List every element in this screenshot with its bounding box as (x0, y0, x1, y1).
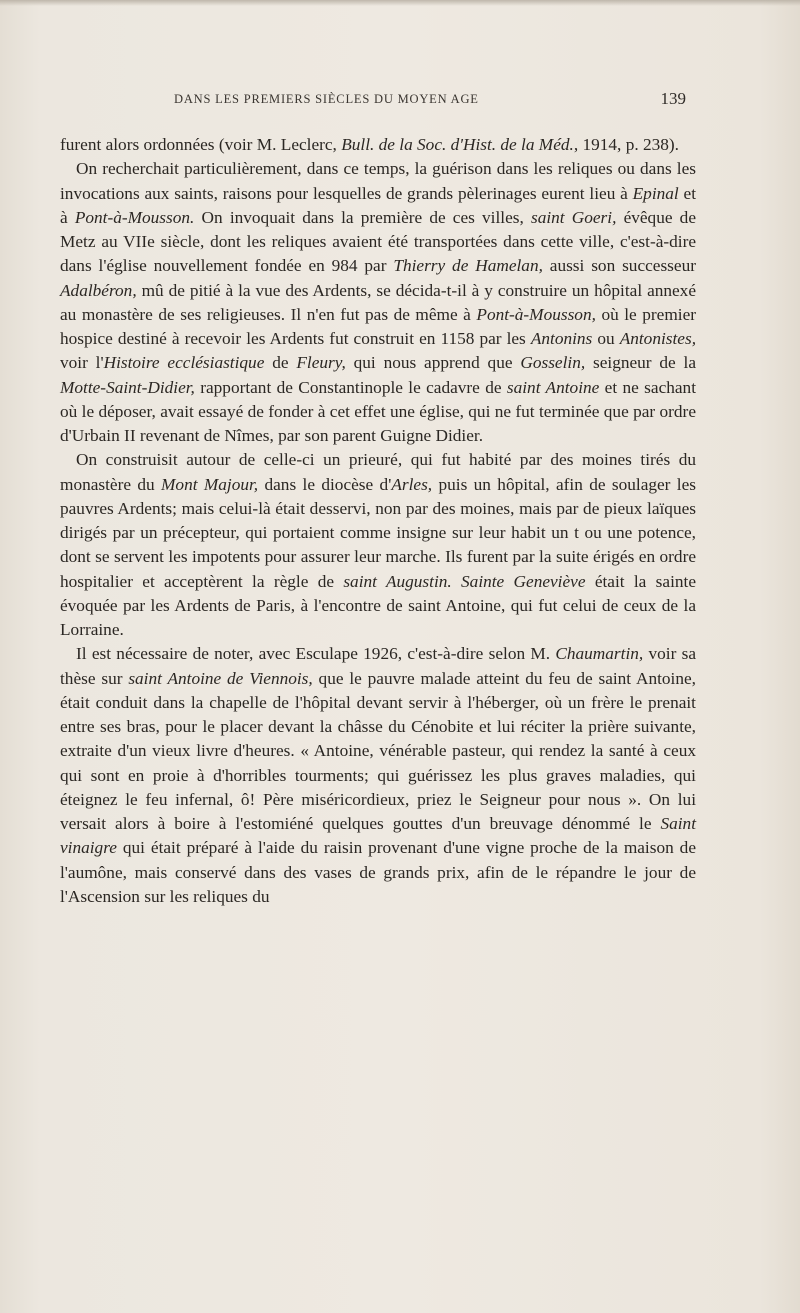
text-run: rapportant de Constantinople le cadavre de (194, 377, 507, 397)
paragraph (60, 157, 696, 448)
italic-text: Antonistes, (619, 329, 697, 348)
italic-text: saint Augustin. Sainte Geneviève (343, 571, 586, 591)
text-run: voir sa thèse sur (60, 644, 697, 688)
italic-text: Epinal (632, 183, 679, 203)
text-run: On recherchait particulièrement, dans ce temps, la guérison dans les reliques ou dans les invocations aux saints, raisons pour lesquelles de grands pèlerinages eurent lieu à (60, 159, 696, 203)
text-run: ou (592, 329, 620, 348)
page-edge-shadow (0, 0, 800, 6)
text-run: de (264, 353, 297, 373)
text-run: où le premier hospice destiné à recevoir les Ardents fut construit en 1158 par les (60, 304, 696, 348)
italic-text: Bull. de la Soc. d'Hist. de la Méd. (341, 135, 574, 154)
italic-text: Chaumartin, (555, 644, 644, 664)
text-run: seigneur de la (585, 353, 696, 373)
italic-text: Motte-Saint-Didier, (60, 377, 195, 397)
italic-text: Adalbéron, (60, 280, 137, 300)
italic-text: Pont-à-Mousson. (74, 207, 195, 227)
text-run: , 1914, p. 238). (573, 135, 679, 154)
running-head: DANS LES PREMIERS SIÈCLES DU MOYEN AGE (174, 92, 479, 106)
text-run: évêque de Metz au VIIe siècle, dont les reliques avaient été transportées dans cette ville, c'est-à-dire dans l'église nouvellement fondée en 984 par (60, 207, 696, 276)
text-run: qui était préparé à l'aide du raisin provenant d'une vigne proche de la maison de l'aumône, mais conservé dans des vases de grands prix, afin de le répandre le jour de l'Ascension sur les reliques du (60, 838, 696, 906)
italic-text: saint Antoine (506, 377, 600, 397)
italic-text: Gosselin, (520, 353, 586, 373)
body-text (60, 133, 696, 909)
text-run: et ne sachant où le déposer, avait essayé de fonder à cet effet une église, qui ne fut terminée que par ordre d'Urbain II revenant de Nîmes, par son parent Guigne Didier. (60, 377, 697, 445)
page-header (60, 89, 686, 114)
text-run: que le pauvre malade atteint du feu de saint Antoine, était conduit dans la chapelle de l'hôpital devant servir à l'héberger, où un frère le prenait entre ses bras, pour le placer devant la châsse du Cénobite et lui réciter la prière suivante, extraite d'un vieux livre d'heures. « Antoine, vénérable pasteur, qui rendez la santé à ceux qui sont en proie à d'horribles tourments; qui guérissez les plus graves maladies, qui éteignez le feu infernal, ô! Père miséricordieux, priez le Seigneur pour nous ». On lui versait alors à boire à l'estomiéné quelques gouttes d'un breuvage dénommé le (60, 668, 696, 833)
text-run: dans le diocèse d' (258, 474, 392, 494)
text-run: On construisit autour de celle-ci un prieuré, qui fut habité par des moines tirés du monastère du (60, 450, 696, 494)
italic-text: saint Antoine de Viennois, (128, 668, 313, 688)
text-run: furent alors ordonnées (voir M. Leclerc, (60, 135, 342, 154)
paragraph (60, 133, 696, 157)
text-run: mû de pitié à la vue des Ardents, se décida-t-il à y construire un hôpital annexé au monastère de ses religieuses. Il n'en fut pas de même à (60, 280, 696, 324)
italic-text: Histoire ecclésiastique (103, 353, 265, 373)
italic-text: Mont Majour, (161, 474, 259, 494)
paragraph (60, 642, 696, 909)
italic-text: Fleury, (296, 353, 346, 373)
page-number: 139 (660, 89, 686, 108)
text-run: On invoquait dans la première de ces villes, (194, 207, 531, 227)
text-run: Il est nécessaire de noter, avec Esculape 1926, c'est-à-dire selon M. (76, 644, 556, 664)
text-run: et à (60, 183, 696, 227)
text-run: qui nous apprend que (345, 353, 521, 373)
text-run: aussi son successeur (542, 256, 696, 276)
text-run: était la sainte évoquée par les Ardents de Paris, à l'encontre de saint Antoine, qui fut celui de ceux de la Lorraine. (60, 571, 696, 639)
paragraph (60, 448, 696, 642)
italic-text: Thierry de Hamelan, (393, 256, 543, 276)
text-run: puis un hôpital, afin de soulager les pauvres Ardents; mais celui-là était desservi, non par des moines, mais par de pieux laïques dirigés par un précepteur, qui portaient comme insigne sur leur habit un t ou une potence, dont se servent les impotents pour assurer leur marche. Ils furent par la suite érigés en ordre hospitalier et acceptèrent la règle de (60, 474, 696, 591)
italic-text: Pont-à-Mousson, (476, 304, 596, 324)
text-run: voir l' (60, 353, 104, 373)
italic-text: Saint vinaigre (60, 814, 696, 858)
italic-text: Antonins (530, 329, 593, 348)
italic-text: Arles, (391, 474, 433, 494)
italic-text: saint Goeri, (530, 207, 617, 227)
